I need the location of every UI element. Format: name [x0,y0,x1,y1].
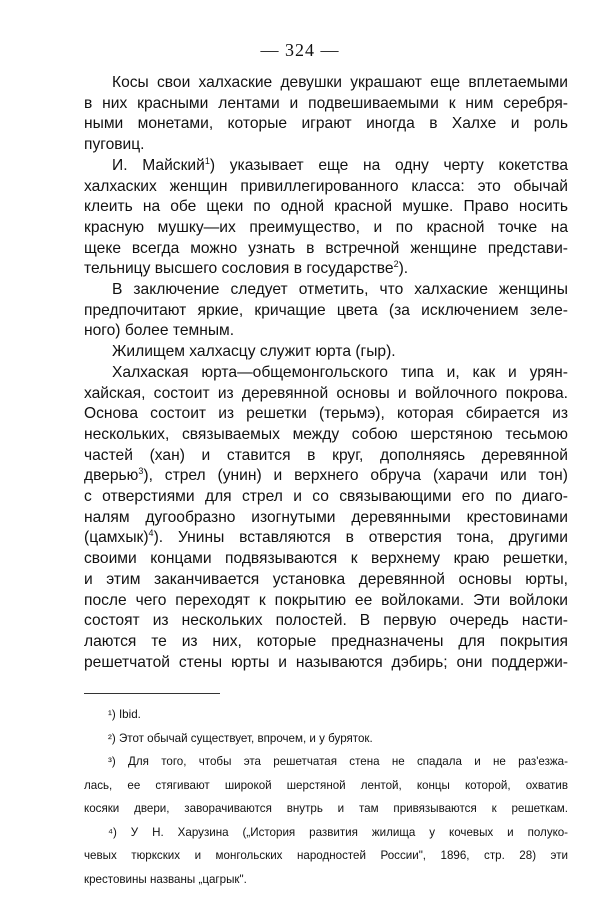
body-line [84,384,568,404]
body-line-text-tail: ), стрел (унин) и верхнего обруча (харачи или тон) [143,467,568,485]
page-number: — 324 — [260,40,340,60]
footnote-line-text: лась, ее стягивают широкой шерстяной лентой, концы которой, охватив [84,778,568,792]
body-line-text: и этим заканчивается установка деревянной основы юрты, [84,570,568,588]
body-line-text-tail: ). [398,260,409,278]
body-line [84,259,568,279]
footnote-reference: 4 [148,528,154,539]
footnote-line [84,871,568,889]
body-line [84,218,568,238]
footnote-line-text: косяки двери, заворачиваются внутрь и там привязываются к решеткам. [84,802,568,815]
body-line-text: (цамхык) [84,529,149,547]
footnote-line-text: ¹) Ibid. [108,708,141,721]
body-line-text: с отверстиями для стрел и со связывающими его по диаго- [84,488,568,505]
body-line-text: лаются те из них, которые предназначены для покрытия [84,632,568,650]
body-line-text: красную мушку—их преимущество, и по красной точке на [84,218,568,236]
footnote-line-text: крестовины названы „цагрык". [84,872,247,886]
body-line-text: хайская, состоит из деревянной основы и войлочного покрова. [84,384,568,402]
body-line [84,135,568,155]
footnote-line [84,777,568,795]
body-line-text: своими концами подвязываются к верхнему краю решетки, [84,550,568,568]
body-line-text: ными монетами, которые играют иногда в Халхе и роль [84,115,568,133]
body-line-text: состоят из нескольких полостей. В первую очередь насти- [84,612,568,630]
body-line [84,653,568,673]
body-line-text: Жилищем халхасцу служит юрта (гыр). [112,343,396,361]
body-line [84,549,568,569]
body-line [84,570,568,590]
body-line [84,425,568,445]
body-line [84,177,568,197]
body-line [84,508,568,528]
body-line-text-tail: ). Унины вставляются в отверстия тона, другими [153,529,568,547]
body-line [84,301,568,321]
body-line-text-tail: ) указывает еще на одну черту кокетства [209,156,568,174]
body-line-text: частей (хан) и ставится в круг, дополняясь деревянной [84,446,568,464]
body-line [84,611,568,631]
footnote-line [84,824,568,842]
body-line [84,466,568,486]
footnote-reference: 3 [138,466,144,477]
footnote-line-text: ⁴) У Н. Харузина („История развития жилища у кочевых и полукo- [108,825,568,839]
body-line-text: решетчатой стены юрты и называются дэбирь; они поддержи- [84,653,568,671]
body-line-text: нескольких, связываемых между собою шерстяною тесьмою [84,425,568,443]
body-line-text: после чего переходят к покрытию ее войлоками. Эти войлоки [84,591,568,609]
body-line-text: пуговиц. [84,136,145,154]
body-line-text: клеить на обе щеки по одной красной мушке. Право носить [84,198,568,216]
body-line-text: налям дугообразно изогнутыми деревянными крестовинами [84,508,568,526]
body-line-text: Халхаская юрта—общемонгольского типа и, как и урян- [112,363,568,381]
body-line [84,156,568,176]
body-line [84,487,568,507]
body-line [84,528,568,548]
body-line-text: тельницу высшего сословия в государстве [84,260,394,278]
footnote-divider [84,693,220,694]
footnote-line [84,800,568,818]
footnote-line [84,847,568,865]
body-line-text: Косы свои халхаские девушки украшают еще вплетаемыми [112,74,568,91]
footnote-reference: 1 [204,155,210,166]
footnote-line-text: ²) Этот обычай существует, впрочем, и у буряток. [108,731,373,745]
body-line-text: дверью [84,467,139,485]
body-line-text: ного) более темным. [84,322,235,340]
body-line [84,197,568,217]
body-line [84,404,568,424]
footnote-line-text: ³) Для того, чтобы эта решетчатая стена не спадала и не раз'езжа- [108,755,568,768]
body-line [84,239,568,259]
body-line [84,94,568,114]
body-line [84,591,568,611]
body-line-text: халхаских женщин привиллегированного класса: это обычай [84,177,568,195]
body-line [84,280,568,300]
body-line [84,114,568,134]
body-line-text: И. Майский [112,156,205,174]
footnote-line [84,753,568,771]
body-line [84,632,568,652]
body-line-text: в них красными лентами и подвешиваемыми к ним серебря- [84,94,568,112]
footnote-line [84,730,568,748]
footnote-reference: 2 [393,259,399,270]
body-line-text: В заключение следует отметить, что халхаские женщины [112,281,568,298]
body-line [84,363,568,383]
body-line-text: щеке всегда можно узнать в встречной женщине представи- [84,239,568,257]
body-line [84,321,568,341]
footnote-line [84,706,568,724]
body-line [84,73,568,93]
body-line [84,342,568,362]
body-line [84,446,568,466]
body-line-text: Основа состоит из решетки (терьмэ), которая сбирается из [84,405,568,423]
footnote-line-text: чевых тюркских и монгольских народностей России", 1896, стр. 28) эти [84,849,568,862]
body-line-text: предпочитают яркие, кричащие цвета (за исключением зеле- [84,301,568,319]
